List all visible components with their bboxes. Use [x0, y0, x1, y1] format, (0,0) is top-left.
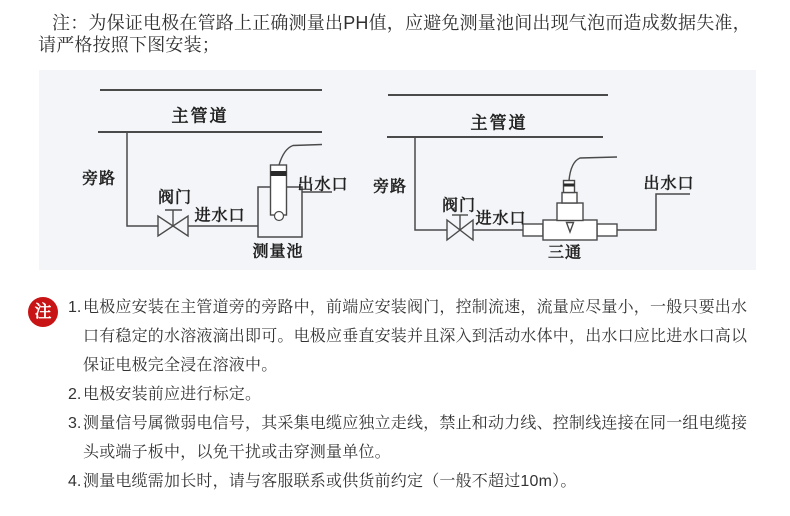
left-inlet-label: 进水口 [194, 207, 246, 225]
right-diagram [387, 95, 690, 240]
item-text-line: 电极应安装在主管道旁的旁路中，前端应安装阀门，控制流速，流量应尽量小，一般只要出水 [83, 299, 748, 316]
right-valve-label: 阀门 [441, 197, 477, 215]
right-bypass-line [415, 137, 447, 230]
left-main-pipe-label: 主管道 [171, 106, 229, 126]
note-line-1: 注：为保证电极在管路上正确测量出PH值，应避免测量池间出现气泡而造成数据失准， [52, 13, 751, 33]
right-main-pipe-label: 主管道 [470, 113, 528, 133]
note-badge-icon: 注 [28, 297, 58, 327]
list-item [68, 467, 747, 496]
tee-fitting-icon [523, 220, 617, 240]
note-paragraph [38, 13, 768, 56]
right-valve-icon [447, 215, 473, 240]
right-tee-label: 三通 [547, 244, 583, 262]
item-text-line: 口有稳定的水溶液滴出即可。电极应垂直安装并且深入到活动水体中，出水口应比进水口高以 [83, 328, 748, 345]
left-vessel-label: 测量池 [252, 243, 304, 261]
instruction-list [68, 293, 747, 496]
list-item [68, 293, 747, 380]
item-number: 2. [68, 386, 82, 403]
right-electrode-icon [557, 157, 617, 221]
left-valve-icon [158, 210, 188, 236]
item-number: 1. [68, 299, 82, 316]
item-text-line: 测量信号属微弱电信号，其采集电缆应独立走线，禁止和动力线、控制线连接在同一组电缆接 [83, 415, 748, 432]
right-bypass-label: 旁路 [372, 178, 408, 196]
item-text-line: 头或端子板中，以免干扰或击穿测量单位。 [83, 444, 391, 461]
list-item [68, 380, 747, 409]
note-line-2: 请严格按照下图安装； [38, 34, 220, 55]
left-bypass-label: 旁路 [81, 170, 117, 188]
list-item [68, 409, 747, 467]
installation-diagram-panel [39, 70, 756, 270]
item-text-line: 电极安装前应进行标定。 [83, 386, 262, 403]
left-bypass-line [127, 132, 158, 226]
left-valve-label: 阀门 [157, 189, 193, 207]
right-inlet-label: 进水口 [475, 210, 527, 228]
item-text-line: 保证电极完全浸在溶液中。 [83, 357, 278, 374]
item-number: 4. [68, 473, 82, 490]
item-text-line: 测量电缆需加长时，请与客服联系或供货前约定（一般不超过10m）。 [83, 473, 577, 490]
right-outlet-line [617, 194, 690, 230]
left-outlet-label: 出水口 [297, 176, 349, 194]
right-outlet-label: 出水口 [643, 175, 695, 193]
item-number: 3. [68, 415, 82, 432]
